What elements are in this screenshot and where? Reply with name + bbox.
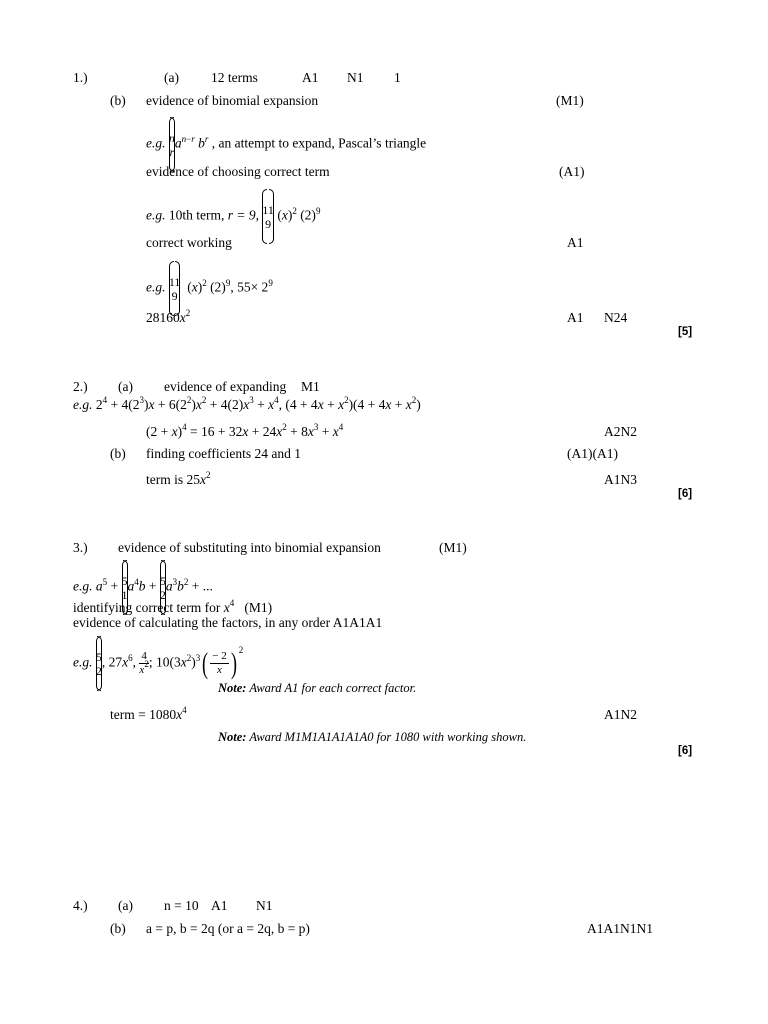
q1-choose-mark: (A1) — [559, 164, 585, 179]
binom-top: n — [168, 130, 175, 145]
binomial-coefficient — [169, 261, 181, 316]
q2-total: [6] — [678, 488, 693, 500]
note-text: Award A1 for each correct factor. — [249, 681, 417, 695]
q4-part-a-mark: A1 — [211, 898, 228, 913]
q3-term-text: term = 1080 — [110, 707, 177, 722]
fraction-denominator: x — [217, 664, 222, 676]
q3-factors-mark: A1A1A1 — [332, 615, 383, 630]
binom-top: 5 — [95, 649, 102, 664]
q3-term: term = $1080x^4$ — [110, 705, 187, 722]
q3-identify: identifying correct term for $x^4$ (M1) — [73, 598, 273, 615]
q3-intro-text: evidence of substituting into binomial expansion — [118, 540, 381, 555]
q3-example-1: e.g. $a^5$ + 5 1 $a^4b$ + 5 2 $a^3b^2$ + ... — [73, 560, 213, 615]
q1-part-b-label: (b) — [110, 93, 126, 108]
q3-example-2: e.g. 5 2 , $27x^6$, $\frac{4}{x^2}$ ; $10(3x^2)^3$( $\frac{- 2}{x}$ ) $^2$ — [73, 636, 243, 691]
fraction-numerator: − 2 — [212, 650, 227, 662]
eg-prefix: e.g. — [73, 397, 93, 412]
q2-part-b-label: (b) — [110, 446, 126, 461]
q4-part-a-label: (a) — [118, 898, 133, 913]
q4-part-a-text: n = 10 — [164, 898, 199, 913]
q1-part-a-text: 12 terms — [211, 70, 258, 85]
q1-part-a-mark: N1 — [347, 70, 364, 85]
q1-example-3: e.g. 11 9 $(x)^2$ $(2)^9$, $55\times 2^9$ — [146, 261, 273, 316]
q2-part-a-text: evidence of expanding — [164, 379, 287, 394]
q2-term-text: term is 25 — [146, 472, 200, 487]
q3-note-1 — [218, 682, 416, 695]
q2-term: term is $25x^2$ — [146, 470, 211, 487]
q3-term-mark: A1N2 — [604, 707, 637, 722]
q2-part-a-label: (a) — [118, 379, 133, 394]
q1-part-a-mark: A1 — [302, 70, 319, 85]
q1-example-1-text: , an attempt to expand, Pascal’s triangle — [211, 135, 427, 151]
eg-prefix: e.g. — [73, 578, 93, 594]
q1-example-2-r: r = 9, — [227, 207, 259, 223]
binomial-coefficient — [262, 189, 274, 244]
binom-bottom: 1 — [121, 587, 128, 602]
q4-number: 4.) — [73, 898, 88, 913]
q3-identify-text: identifying correct term for — [73, 600, 221, 615]
q1-part-b-mark: (M1) — [556, 93, 584, 108]
binom-bottom: 2 — [159, 587, 166, 602]
q3-intro-mark: (M1) — [439, 540, 467, 555]
fraction-numerator: 4 — [141, 650, 147, 662]
q1-example-2-text: 10th term, — [168, 207, 225, 223]
q2-example: e.g. $2^4 + 4(2^3)x + 6(2^2)x^2 + 4(2)x^3 + x^4$, $(4 + 4x + x^2)(4 + 4x + x^2)$ — [73, 395, 421, 412]
note-text: Award M1M1A1A1A1A0 for 1080 with working shown. — [249, 730, 527, 744]
q2-part-b-mark: (A1)(A1) — [567, 446, 618, 461]
binom-bottom: r — [169, 144, 175, 159]
q3-identify-mark: (M1) — [244, 600, 273, 615]
binom-top: 5 — [159, 573, 166, 588]
q1-example-2: e.g. 10th term, r = 9, 11 9 $(x)^2$ $(2)^9$ — [146, 189, 320, 244]
binom-bottom: 9 — [171, 288, 178, 303]
eg-prefix: e.g. — [146, 207, 166, 223]
q1-number: 1.) — [73, 70, 88, 85]
fraction — [210, 650, 228, 677]
eg-prefix: e.g. — [73, 654, 93, 670]
q1-example-1: e.g. n r $a^{n-r}$ $b^r$ , an attempt to expand, Pascal’s triangle — [146, 117, 426, 172]
q2-term-mark: A1N3 — [604, 472, 637, 487]
q2-expansion: $(2 + x)^4 = 16 + 32x + 24x^2 + 8x^3 + x^4$ — [146, 422, 344, 439]
q2-part-b-text: finding coefficients 24 and 1 — [146, 446, 301, 461]
q4-part-b-text: a = p, b = 2q (or a = 2q, b = p) — [146, 921, 310, 936]
q1-part-a-mark: 1 — [394, 70, 401, 85]
binom-top: 11 — [262, 202, 274, 217]
binom-bottom: 9 — [265, 216, 272, 231]
q3-note-2 — [218, 731, 526, 744]
binom-top: 11 — [168, 274, 181, 289]
q2-number: 2.) — [73, 379, 88, 394]
q1-answer-mark: N24 — [604, 310, 628, 325]
binom-bottom: 2 — [95, 663, 102, 678]
note-label: Note: — [218, 681, 247, 695]
eg-prefix: e.g. — [146, 279, 166, 295]
q4-part-b-mark: A1A1N1N1 — [587, 921, 653, 936]
q1-answer-mark: A1 — [567, 310, 584, 325]
q1-working-mark: A1 — [567, 235, 584, 250]
eg-prefix: e.g. — [146, 135, 166, 151]
q3-factors — [73, 616, 382, 630]
q3-factors-text: evidence of calculating the factors, in any order — [73, 615, 331, 630]
binomial-coefficient — [96, 636, 102, 691]
q3-number: 3.) — [73, 540, 88, 555]
q1-choose-text: evidence of choosing correct term — [146, 164, 330, 179]
q1-working-text: correct working — [146, 235, 232, 250]
q3-total: [6] — [678, 745, 693, 757]
q2-part-a-mark: M1 — [301, 379, 320, 394]
note-label: Note: — [218, 730, 247, 744]
q4-part-a-mark: N1 — [256, 898, 273, 913]
q1-total: [5] — [678, 326, 693, 338]
q4-part-b-label: (b) — [110, 921, 126, 936]
fraction: $\frac{4}{x^2}$ — [139, 650, 149, 676]
binom-top: 5 — [121, 573, 128, 588]
q2-expansion-mark: A2N2 — [604, 424, 637, 439]
q1-answer: $28160x^2$ — [146, 308, 191, 325]
q1-part-b-text: evidence of binomial expansion — [146, 93, 319, 108]
q1-part-a-label: (a) — [164, 70, 179, 85]
